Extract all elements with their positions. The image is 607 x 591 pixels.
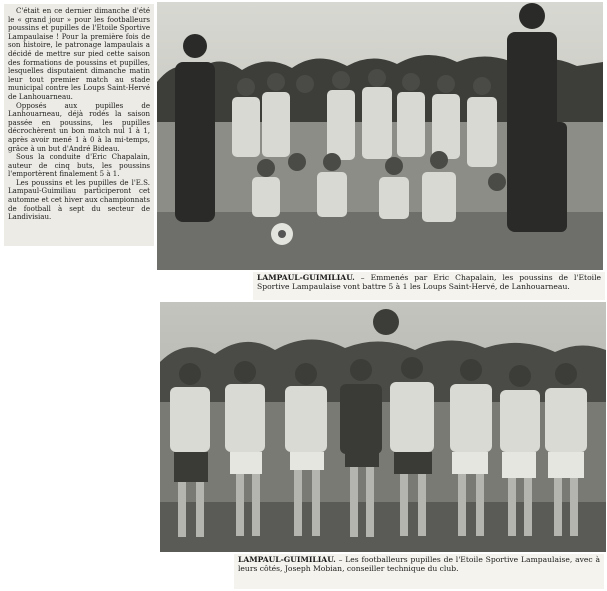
caption-poussins-text: – Emmenés par Eric Chapalain, les poussins de l'Etoile Sportive Lampaulaise vont battre 5 à 1 les Loups Saint-Hervé, de Lanhouarneau. [257, 273, 601, 292]
team-photo-pupilles-image [160, 302, 606, 552]
article-paragraph-2: Opposés aux pupilles de Lanhouarneau, déjà rodés la saison passée en poussins, les pupilles décrochèrent un bon match nul 1 à 1, après avoir mené 1 à 0 à la mi-temps, grâce à un but d'André Bideau. [8, 100, 150, 153]
caption-poussins [253, 272, 605, 300]
team-photo-pupilles [160, 302, 606, 552]
article-text [4, 4, 154, 246]
caption-pupilles-text: – Les footballeurs pupilles de l'Etoile Sportive Lampaulaise, avec à leurs côtés, Joseph Mobian, conseiller technique du club. [238, 555, 600, 574]
team-photo-poussins-image [157, 2, 603, 270]
article-paragraph-3: Sous la conduite d'Eric Chapalain, auteur de cinq buts, les poussins l'emportèrent finalement 5 à 1. [8, 152, 150, 179]
caption-pupilles-place: LAMPAUL-GUIMILIAU. [238, 555, 336, 564]
caption-poussins-place: LAMPAUL-GUIMILIAU. [257, 273, 355, 282]
caption-pupilles [234, 554, 604, 589]
article-paragraph-4: Les poussins et les pupilles de l'E.S. Lampaul-Guimiliau participeront cet automne et cet hiver aux championnats de football à sept du secteur de Landivisiau. [8, 177, 150, 222]
team-photo-poussins [157, 2, 603, 270]
article-paragraph-1: C'était en ce dernier dimanche d'été le « grand jour » pour les footballeurs poussins et pupilles de l'Etoile Sportive Lampaulaise ! Pour la première fois de son histoire, le patronage lampaulais a décidé de mettre sur pied cette saison des formations de poussins et pupilles, lesquelles disputaient dimanche matin leur tout premier match au stade municipal contre les Loups Saint-Hervé de Lanhouarneau. [8, 6, 150, 101]
